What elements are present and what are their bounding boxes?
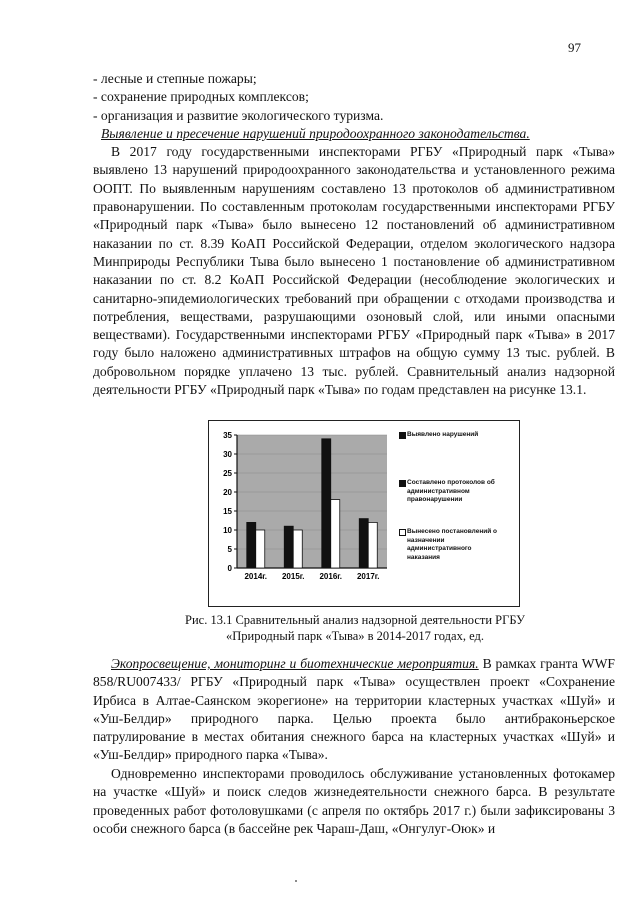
- figure-chart: [208, 420, 520, 607]
- page-number: 97: [568, 40, 581, 55]
- bar-violations: [247, 522, 256, 568]
- section-monitoring: [93, 765, 615, 838]
- y-tick-label: 20: [223, 488, 232, 497]
- legend-swatch: [399, 480, 406, 487]
- y-tick-label: 25: [223, 469, 232, 478]
- y-tick-label: 10: [223, 526, 232, 535]
- legend-item-violations: [407, 431, 502, 440]
- bar-decisions: [368, 522, 377, 568]
- y-tick-label: 35: [223, 431, 232, 440]
- bar-decisions: [331, 500, 340, 568]
- bullet-item: - организация и развитие экологического туризма.: [93, 107, 384, 123]
- y-tick-label: 0: [227, 564, 232, 573]
- paragraph-text: В рамках гранта WWF 858/RU007433/ РГБУ «Природный парк «Тыва» осуществлен проект «Сохранение Ирбиса в Алтае-Саянском экорегионе» на территории кластерных участках «Шуй» и «Уш-Белдир» природного парка. Целью проекта было антибраконьерское патрулирование в местах обитания снежного барса на кластерных участках «Шуй» и «Уш-Белдир» природного парка «Тыва».: [93, 656, 615, 763]
- legend-item-protocols: [407, 479, 502, 505]
- legend-label: Составлено протоколов об административном правонарушении: [407, 479, 495, 503]
- section-heading-violations: Выявление и пресечение нарушений природоохранного законодательства.: [101, 125, 530, 141]
- caption-line: Рис. 13.1 Сравнительный анализ надзорной деятельности РГБУ: [185, 613, 525, 627]
- x-tick-label: 2017г.: [356, 572, 380, 581]
- bullet-item: - сохранение природных комплексов;: [93, 89, 309, 105]
- y-tick-label: 15: [223, 507, 232, 516]
- legend-swatch: [399, 529, 406, 536]
- figure-caption: [120, 612, 590, 644]
- bar-decisions: [256, 530, 265, 568]
- bar-violations: [284, 526, 293, 568]
- x-tick-label: 2014г.: [244, 572, 268, 581]
- paragraph-monitoring: Одновременно инспекторами проводилось обслуживание установленных фотокамер на участке «Шуй» и поиск следов жизнедеятельности снежного барса. В результате проведенных работ фотоловушками (с апреля по октябрь 2017 г.) были зафиксированы 3 особи снежного барса (в бассейне рек Чараш-Даш, «Онгулуг-Оюк» и: [93, 766, 615, 836]
- caption-line: «Природный парк «Тыва» в 2014-2017 годах, ед.: [226, 629, 484, 643]
- bar-violations: [322, 439, 331, 568]
- x-tick-label: 2016г.: [319, 572, 343, 581]
- y-tick-label: 5: [227, 545, 232, 554]
- paragraph-violations: В 2017 году государственными инспекторами РГБУ «Природный парк «Тыва» выявлено 13 нарушений природоохранного законодательства и установленного режима ООПТ. По выявленным нарушениям составлено 13 протоколов об административном правонарушении. По составленным протоколам государственными инспекторами РГБУ «Природный парк «Тыва» было вынесено 12 постановлений об административном наказании по ст. 8.39 КоАП Российской Федерации, отделом экологического надзора Минприроды Республики Тыва было вынесено 1 постановление об административном наказании по ст. 8.2 КоАП Российской Федерации (несоблюдение экологических и санитарно-эпидемиологических требований при обращении с отходами производства и потребления, веществами, разрушающими озоновый слой, или иными опасными веществами). Государственными инспекторами РГБУ «Природный парк «Тыва» в 2017 году было наложено административных штрафов на общую сумму 13 тыс. рублей. В добровольном порядке уплачено 13 тыс. рублей. Сравнительный анализ надзорной деятельности РГБУ «Природный парк «Тыва» по годам представлен на рисунке 13.1.: [93, 144, 615, 398]
- bullet-list: [93, 70, 615, 399]
- legend-label: Вынесено постановлений о назначении административного наказания: [407, 528, 498, 561]
- legend-label: Выявлено нарушений: [407, 431, 479, 438]
- bar-chart: [209, 421, 519, 606]
- legend-item-decisions: [407, 528, 502, 562]
- legend-swatch: [399, 432, 406, 439]
- section-heading-ecoeducation: Экопросвещение, мониторинг и биотехнические мероприятия.: [111, 656, 479, 671]
- section-ecoeducation: [93, 655, 615, 765]
- bullet-item: - лесные и степные пожары;: [93, 71, 257, 86]
- y-tick-label: 30: [223, 450, 232, 459]
- bar-decisions: [293, 530, 302, 568]
- paragraph-ecoeducation: [93, 655, 615, 765]
- scan-speck: [295, 880, 297, 882]
- bar-violations: [359, 519, 368, 568]
- x-tick-label: 2015г.: [281, 572, 305, 581]
